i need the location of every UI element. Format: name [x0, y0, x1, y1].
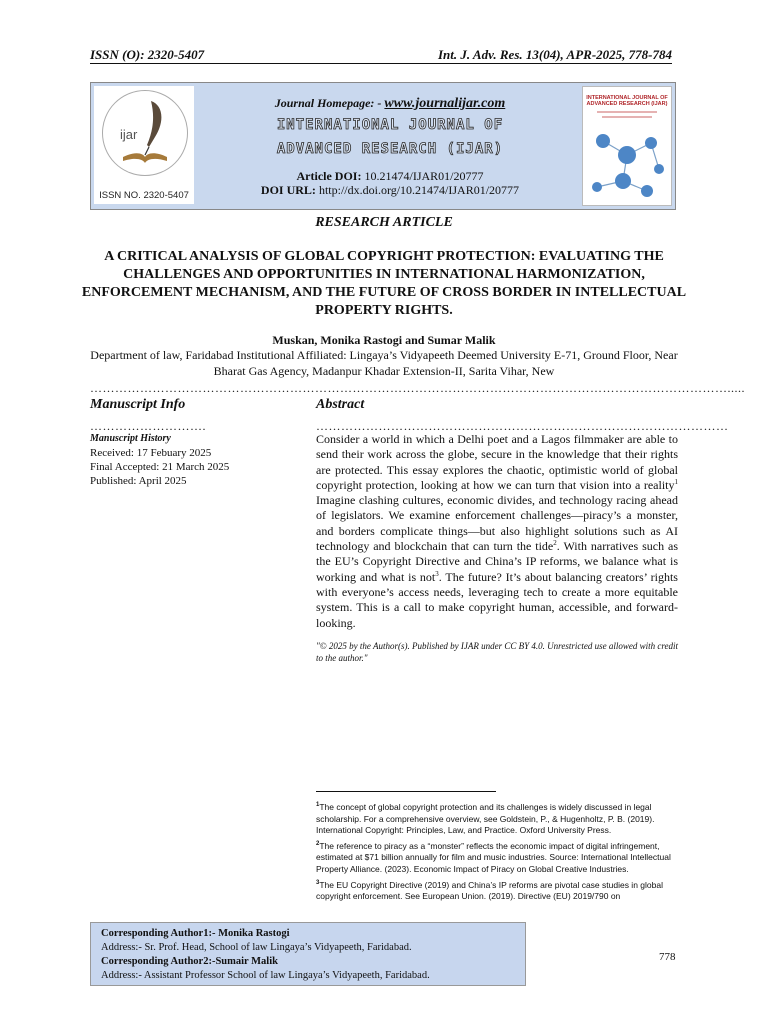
corresponding-author1: Corresponding Author1:- Monika Rastogi [101, 928, 290, 939]
doi-block [200, 169, 580, 197]
section-divider: ………………………………………………………………………………………………………………………………………..... [90, 381, 745, 395]
footnote-ref-1[interactable]: 1 [674, 477, 678, 486]
journal-logo [94, 86, 194, 204]
homepage-label: Journal Homepage: - [274, 96, 382, 110]
footnote-text: The concept of global copyright protection and its challenges is widely discussed in legal scholarship. For a comprehensive overview, see Goldstein, P., & Hugenholtz, P. B. (2019). International Copyright: Principles, Law, and Practice. Oxford University Press. [316, 801, 655, 836]
article-authors: Muskan, Monika Rastogi and Sumar Malik [272, 333, 496, 347]
published-date: Published: April 2025 [90, 475, 187, 487]
abstract-text [316, 432, 678, 631]
header-citation: Int. J. Adv. Res. 13(04), APR-2025, 778-784 [438, 47, 672, 62]
journal-cover-image [582, 86, 672, 206]
logo-circle [102, 90, 188, 176]
header-issn: ISSN (O): 2320-5407 [90, 47, 205, 62]
journal-homepage [200, 96, 580, 112]
corresponding-address2: Address:- Assistant Professor School of law Lingaya’s Vidyapeeth, Faridabad. [101, 970, 430, 981]
footnote-text: The reference to piracy as a “monster” reflects the economic impact of digital infringement, estimated at $71 billion annually for film and music industries. Source: International Intellectual Property Alliance. (2023). Economic Impact of Piracy on Global Creative Industries. [316, 840, 671, 875]
corresponding-authors-box [90, 922, 526, 986]
manuscript-info-heading: Manuscript Info [90, 397, 186, 412]
footnote-2 [316, 839, 678, 876]
abstract-part4: . The future? It’s about balancing creators’ rights with everyone’s access needs, leveraging tech to create a more equitable system. This is a call to make copyright human, accessible, and forward-looking. [316, 569, 678, 630]
footnote-ref-2[interactable]: 2 [553, 539, 557, 548]
abstract-part2: Imagine clashing cultures, economic divides, and technology racing ahead of legislators. We examine enforcement challenges—piracy’s a monster, and borders complicate things—but also highlight solutions such as AI technology and blockchain that can turn the tide [316, 493, 678, 554]
logo-text: ijar [120, 127, 138, 142]
received-date: Received: 17 Febuary 2025 [90, 447, 212, 459]
article-affiliation: Department of law, Faridabad Institutional Affiliated: Lingaya’s Vidyapeeth Deemed University E-71, Ground Floor, Near Bharat Gas Agency, Madanpur Khadar Extension-II, Sarita Vihar, New [90, 348, 678, 378]
accepted-date: Final Accepted: 21 March 2025 [90, 461, 230, 473]
abstract-heading: Abstract [316, 397, 365, 412]
doi-value: 10.21474/IJAR01/20777 [364, 169, 484, 183]
footnote-mark: 1 [316, 802, 320, 808]
corresponding-address1: Address:- Sr. Prof. Head, School of law Lingaya’s Vidyapeeth, Faridabad. [101, 942, 412, 953]
footnote-3 [316, 878, 678, 903]
footnote-1 [316, 800, 678, 837]
abstract-divider: ……………………………………………………………………………………… [316, 419, 729, 433]
footnotes [316, 800, 678, 905]
footnote-rule [316, 791, 496, 792]
footnote-mark: 3 [316, 879, 320, 886]
journal-title-line1: INTERNATIONAL JOURNAL OF [276, 117, 504, 133]
molecule-icon [583, 121, 671, 205]
manuscript-info-divider: ………………………. [90, 419, 206, 433]
doi-url-label: DOI URL: [260, 183, 316, 197]
journal-title-line2: ADVANCED RESEARCH (IJAR) [276, 141, 504, 157]
article-title: A CRITICAL ANALYSIS OF GLOBAL COPYRIGHT PROTECTION: EVALUATING THE CHALLENGES AND OPPORTUNITIES IN INTERNATIONAL HARMONIZATION, ENFORCEMENT MECHANISM, AND THE FUTURE OF CROSS BORDER IN INTELLECTUAL PROPERTY RIGHTS. [81, 249, 687, 318]
logo-issn: ISSN NO. 2320-5407 [99, 190, 189, 201]
cover-title: INTERNATIONAL JOURNAL OF ADVANCED RESEARCH (IJAR) [586, 95, 668, 107]
abstract-part3: . With narratives such as the EU’s Copyright Directive and China’s IP reforms, we balance what is working and what is not [316, 539, 678, 584]
corresponding-author2: Corresponding Author2:-Sumair Malik [101, 956, 278, 967]
header-rule [90, 63, 672, 64]
manuscript-history-label: Manuscript History [90, 433, 171, 444]
footnote-text: The EU Copyright Directive (2019) and China’s IP reforms are pivotal case studies in global copyright enforcement. See European Union. (2019). Directive (EU) 2019/790 on [316, 879, 663, 902]
license-note: "© 2025 by the Author(s). Published by IJAR under CC BY 4.0. Unrestricted use allowed with credit to the author." [316, 641, 678, 663]
doi-label: Article DOI: [296, 169, 362, 183]
manuscript-history [90, 432, 300, 488]
page-number: 778 [659, 951, 676, 963]
quill-icon [103, 91, 187, 175]
homepage-link[interactable]: www.journalijar.com [384, 96, 506, 111]
doi-url-link[interactable]: http://dx.doi.org/10.21474/IJAR01/20777 [318, 183, 520, 197]
footnote-ref-3[interactable]: 3 [435, 569, 439, 578]
footnote-mark: 2 [316, 840, 320, 847]
abstract-part1: Consider a world in which a Delhi poet and a Lagos filmmaker are able to send their work across the globe, secure in the knowledge that their rights are protected. This essay explores the chaotic, optimistic world of global copyright protection, looking at how we can turn that vision into a reality [316, 432, 678, 492]
article-type: RESEARCH ARTICLE [315, 215, 453, 230]
